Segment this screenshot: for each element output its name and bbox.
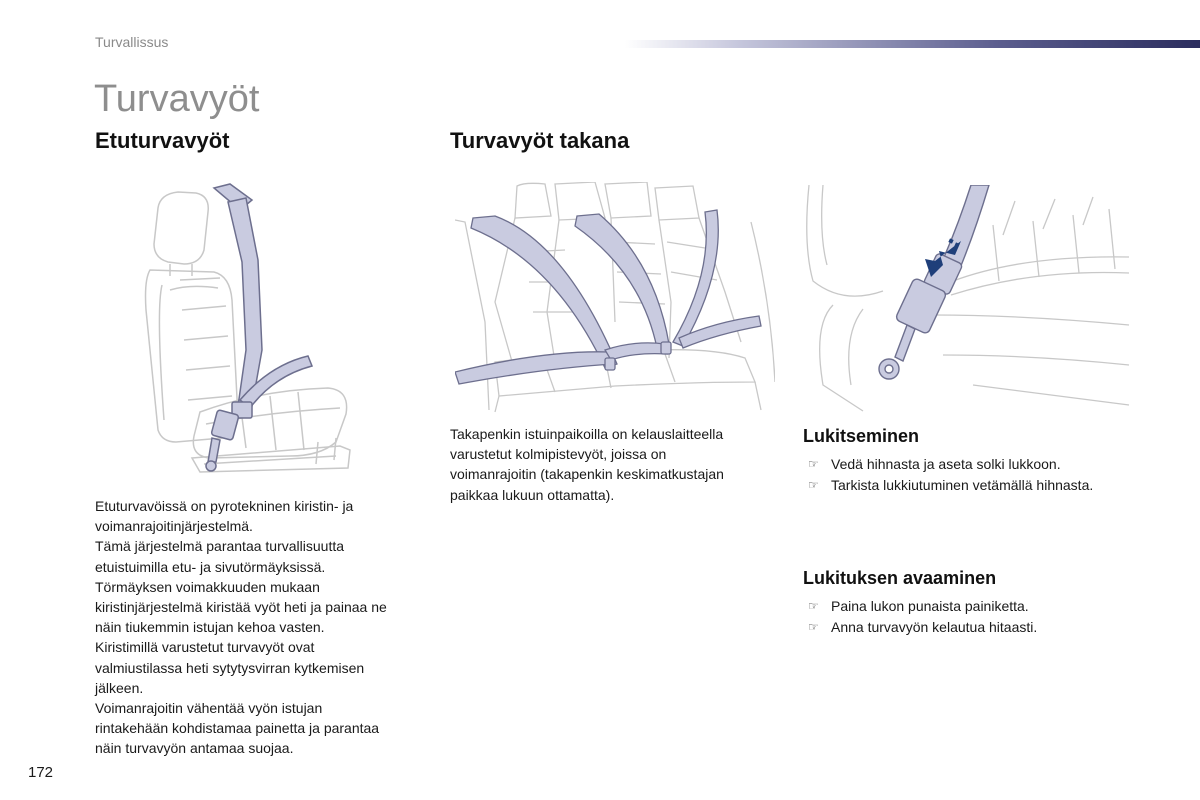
- list-item-text: Tarkista lukkiutuminen vetämällä hihnasta.: [831, 476, 1094, 493]
- section-label: Turvallissus: [95, 34, 169, 50]
- locking-list: [803, 454, 1183, 495]
- text-line: Kiristimillä varustetut turvavyöt ovat: [95, 639, 315, 656]
- text-line: Takapenkin istuinpaikoilla on kelauslaitteella: [450, 426, 724, 442]
- buckle-closeup-illustration: [803, 185, 1131, 413]
- text-line: voimanrajoitinjärjestelmä.: [95, 518, 253, 535]
- text-line: paikkaa lukuun ottamatta).: [450, 486, 615, 503]
- text-line: Tämä järjestelmä parantaa turvallisuutta: [95, 538, 345, 555]
- front-belts-paragraph: [95, 496, 435, 759]
- text-line: näin turvavyön antamaa suojaa.: [95, 740, 294, 757]
- front-belts-text: [95, 496, 435, 759]
- text-line: jälkeen.: [95, 679, 144, 696]
- header-bar: [625, 40, 1200, 48]
- pointing-hand-icon: ☞: [808, 599, 819, 613]
- list-item-text: Anna turvavyön kelautua hitaasti.: [831, 618, 1038, 635]
- unlocking-heading: Lukituksen avaaminen: [803, 568, 997, 588]
- text-line: varustetut kolmipistevyöt, joissa on: [450, 446, 667, 463]
- text-line: kiristinjärjestelmä kiristää vyöt heti ja painaa ne: [95, 599, 387, 616]
- page-title: Turvavyöt: [94, 78, 260, 120]
- text-line: Etuturvavöissä on pyrotekninen kiristin- ja: [95, 498, 354, 514]
- unlocking-list: [803, 596, 1183, 637]
- rear-belts-heading: Turvavyöt takana: [450, 128, 630, 153]
- list-item: [803, 596, 1183, 617]
- front-seat-illustration: [140, 180, 355, 480]
- list-item: [803, 454, 1183, 475]
- list-item-text: Vedä hihnasta ja aseta solki lukkoon.: [831, 456, 1061, 472]
- text-line: rintakehään kohdistamaa painetta ja parantaa: [95, 720, 380, 737]
- locking-heading: Lukitseminen: [803, 426, 920, 446]
- pointing-hand-icon: ☞: [808, 619, 819, 634]
- list-item-text: Paina lukon punaista painiketta.: [831, 598, 1029, 614]
- front-belts-heading: Etuturvavyöt: [95, 128, 230, 153]
- text-line: etuistuimilla etu- ja sivutörmäyksissä.: [95, 558, 326, 575]
- rear-belts-paragraph: [450, 424, 770, 505]
- rear-belts-text: [450, 424, 770, 505]
- pointing-hand-icon: ☞: [808, 457, 819, 471]
- text-line: Voimanrajoitin vähentää vyön istujan: [95, 700, 323, 717]
- text-line: Törmäyksen voimakkuuden mukaan: [95, 578, 320, 595]
- text-line: voimanrajoitin (takapenkin keskimatkustajan: [450, 466, 724, 483]
- pointing-hand-icon: ☞: [808, 477, 819, 492]
- page-number: 172: [28, 764, 54, 781]
- text-line: näin tiukemmin istujan kehoa vasten.: [95, 619, 325, 636]
- text-line: valmiustilassa heti sytytysvirran kytkemisen: [95, 659, 365, 676]
- list-item: [803, 475, 1183, 496]
- list-item: [803, 617, 1183, 638]
- rear-seats-illustration: [455, 182, 775, 414]
